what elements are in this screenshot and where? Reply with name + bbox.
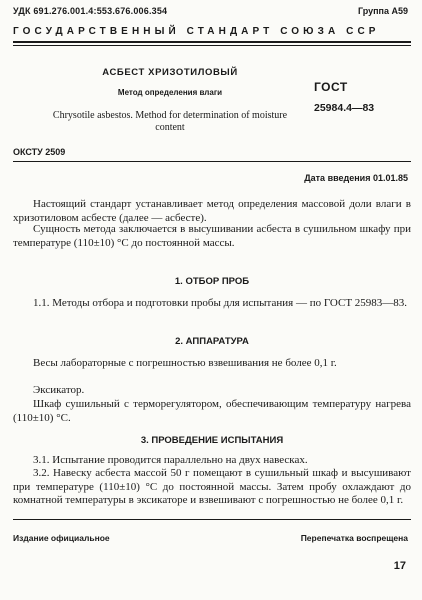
section-paragraph: Эксикатор. [33,384,85,396]
page-number: 17 [393,560,406,572]
header-rule [13,41,411,43]
document-title-en: Chrysotile asbestos. Method for determination of moisture content [52,110,288,133]
document-subtitle-ru: Метод определения влаги [117,88,223,97]
intro-paragraph: Сущность метода заключается в высушивании асбеста в сушильном шкафу при температуре (110±10) °С до постоянной массы. [13,223,411,249]
section-heading: 2. АППАРАТУРА [175,336,249,347]
section-paragraph: 3.1. Испытание проводится параллельно на двух навесках. [33,454,308,466]
okstu-code: ОКСТУ 2509 [13,147,66,157]
gost-label: ГОСТ [314,80,348,94]
header-rule-thin [13,45,411,46]
section-paragraph: 1.1. Методы отбора и подготовки пробы для испытания — по ГОСТ 25983—83. [33,297,408,309]
section-heading: 1. ОТБОР ПРОБ [174,276,250,287]
section-paragraph: Весы лабораторные с погрешностью взвешивания не более 0,1 г. [33,357,337,369]
section-heading: 3. ПРОВЕДЕНИЕ ИСПЫТАНИЯ [140,435,284,446]
intro-paragraph: Настоящий стандарт устанавливает метод определения массовой доли влаги в хризотиловом асбесте (далее — асбесте). [13,198,411,224]
section-paragraph: 3.2. Навеску асбеста массой 50 г помещают в сушильный шкаф и высушивают при температуре (110±10) °С до постоянной массы. Затем пробу охлаждают до комнатной температуры в эксикаторе и взвешивают с погрешностью не более 0,1 г. [13,467,411,506]
introduction-date: Дата введения 01.01.85 [304,173,408,183]
footer-rule [13,519,411,520]
edition-note: Издание официальное [13,533,110,543]
group-code: Группа А59 [357,6,408,16]
document-title-ru: АСБЕСТ ХРИЗОТИЛОВЫЙ [102,67,238,78]
udk-code: УДК 691.276.001.4:553.676.006.354 [13,6,168,16]
gost-number: 25984.4—83 [314,102,375,114]
standard-title: ГОСУДАРСТВЕННЫЙ СТАНДАРТ СОЮЗА ССР [13,26,380,37]
okstu-rule [13,161,411,162]
section-paragraph: Шкаф сушильный с терморегулятором, обеспечивающим температуру нагрева (110±10) °С. [13,398,411,424]
reprint-note: Перепечатка воспрещена [300,533,408,543]
